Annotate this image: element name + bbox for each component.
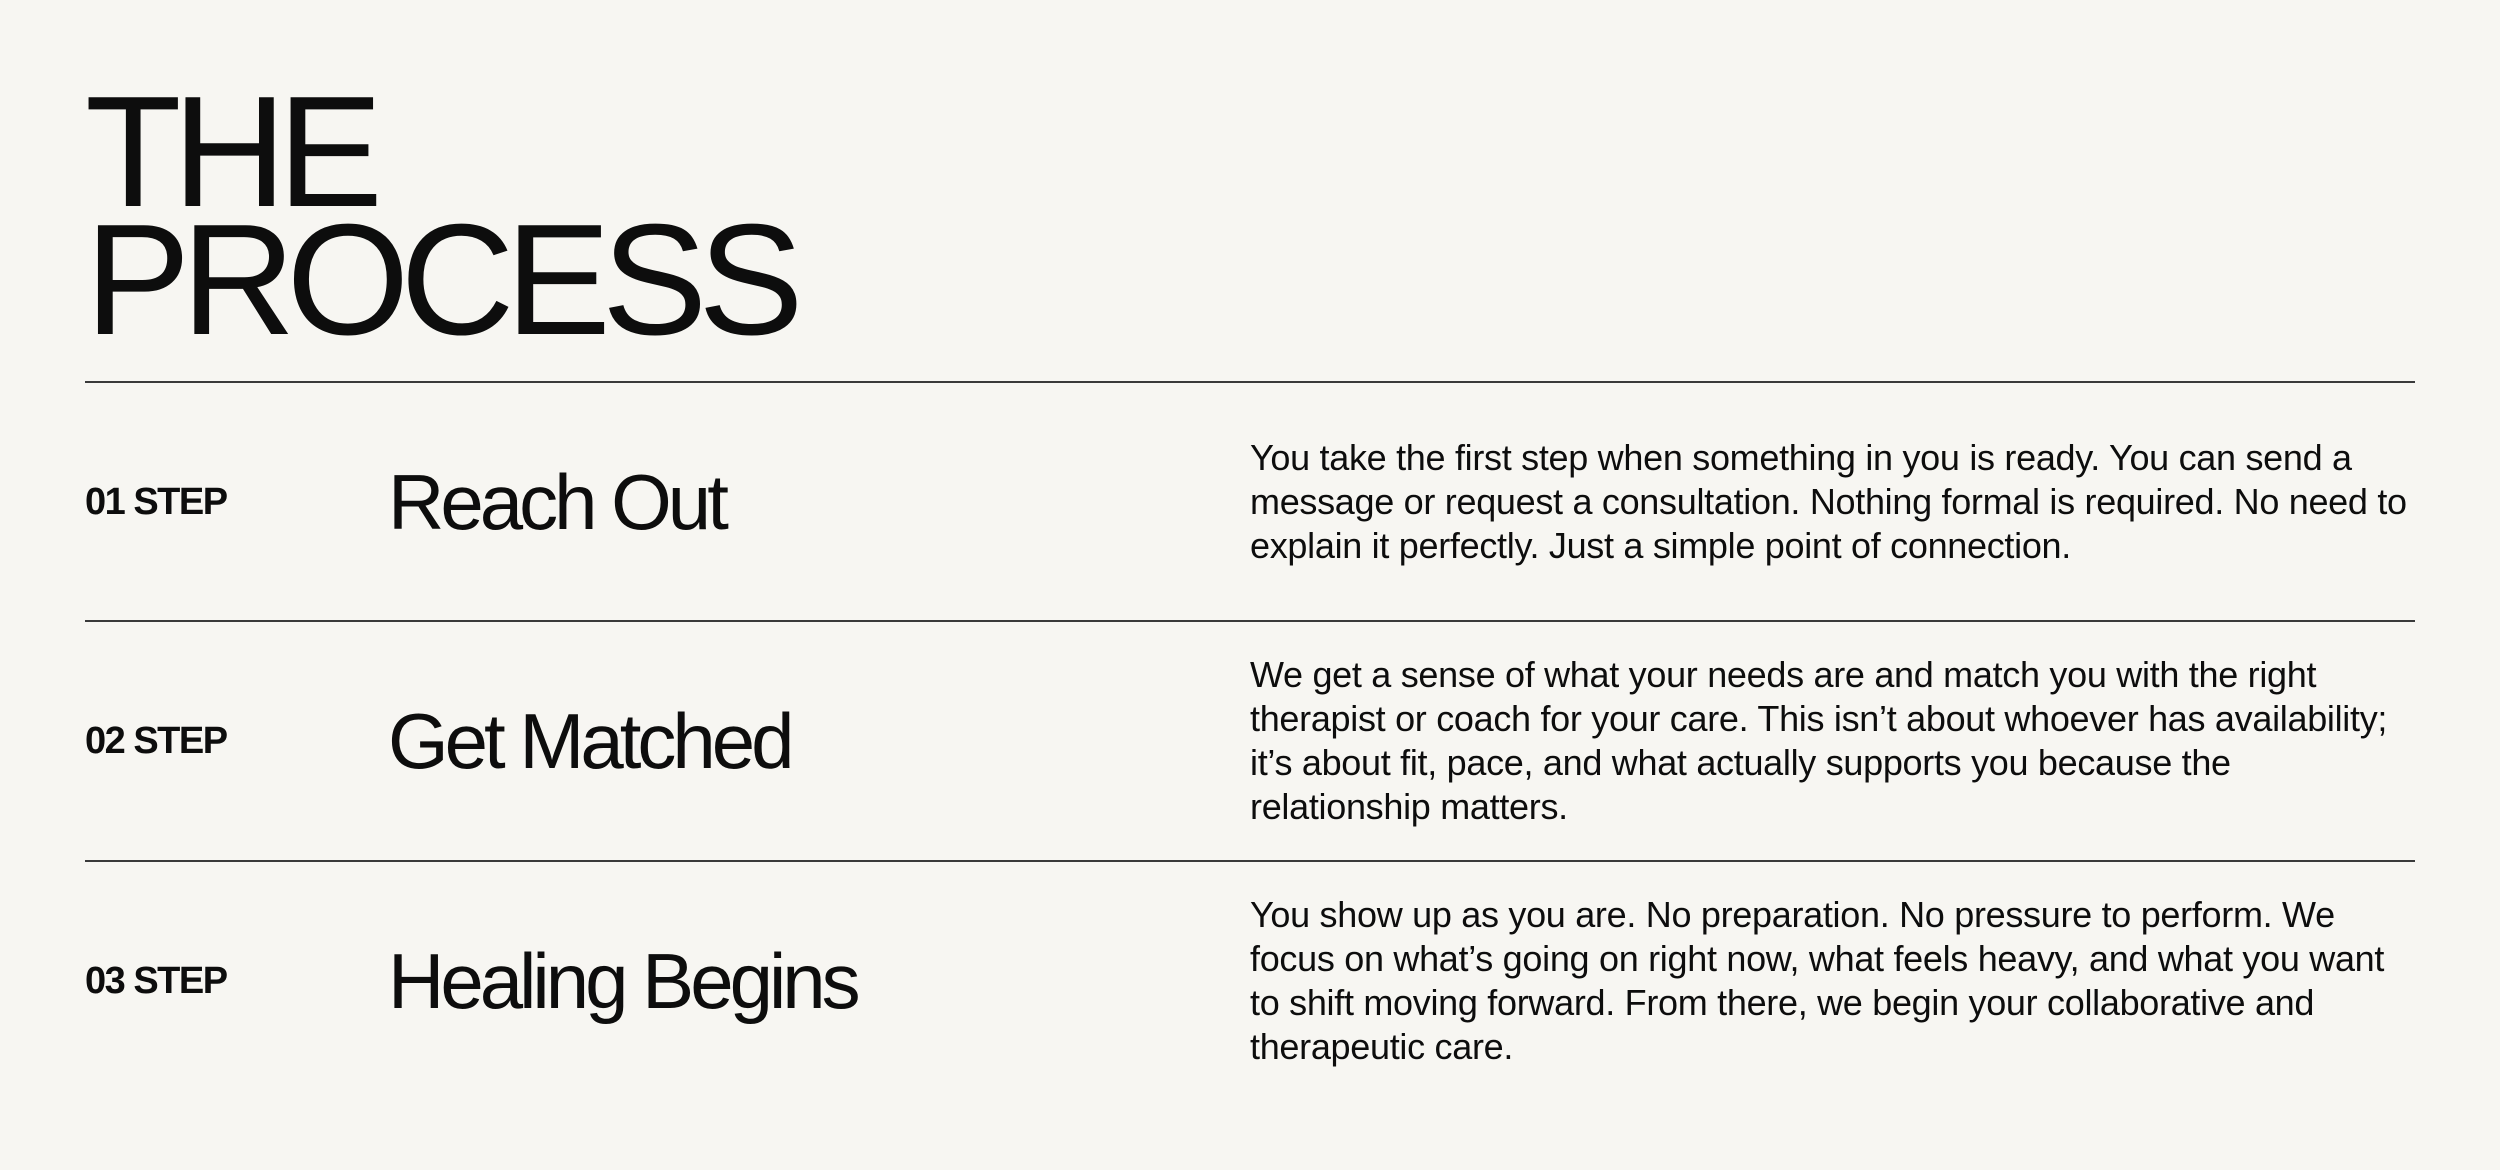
step-row: [85, 383, 2415, 621]
page-title-line-1: THE: [85, 64, 374, 240]
step-description: [1250, 383, 2420, 621]
step-number: 02 STEP: [85, 719, 227, 762]
step-number: 03 STEP: [85, 959, 227, 1002]
step-row: [85, 622, 2415, 860]
page-title-line-2: PROCESS: [85, 192, 795, 368]
step-row: [85, 862, 2415, 1100]
step-title: Get Matched: [388, 696, 791, 785]
step-description-text: You take the first step when something in you is ready. You can send a message or request a consultation. Nothing formal is required. No need to explain it perfectly. Just a simple point of connection.: [1250, 437, 2407, 566]
step-number: 01 STEP: [85, 480, 227, 523]
step-description-text: We get a sense of what your needs are and match you with the right therapist or coach for your care. This isn’t about whoever has availability; it’s about fit, pace, and what actually supports you because the relationship matters.: [1250, 654, 2388, 827]
step-title: Reach Out: [388, 457, 725, 546]
step-description: [1250, 862, 2420, 1100]
process-section: [85, 0, 2415, 1170]
step-title: Healing Begins: [388, 936, 857, 1025]
step-description: [1250, 622, 2420, 860]
step-description-text: You show up as you are. No preparation. No pressure to perform. We focus on what’s going on right now, what feels heavy, and what you want to shift moving forward. From there, we begin your collaborative and therapeutic care.: [1250, 894, 2385, 1067]
page-title: [85, 64, 795, 368]
